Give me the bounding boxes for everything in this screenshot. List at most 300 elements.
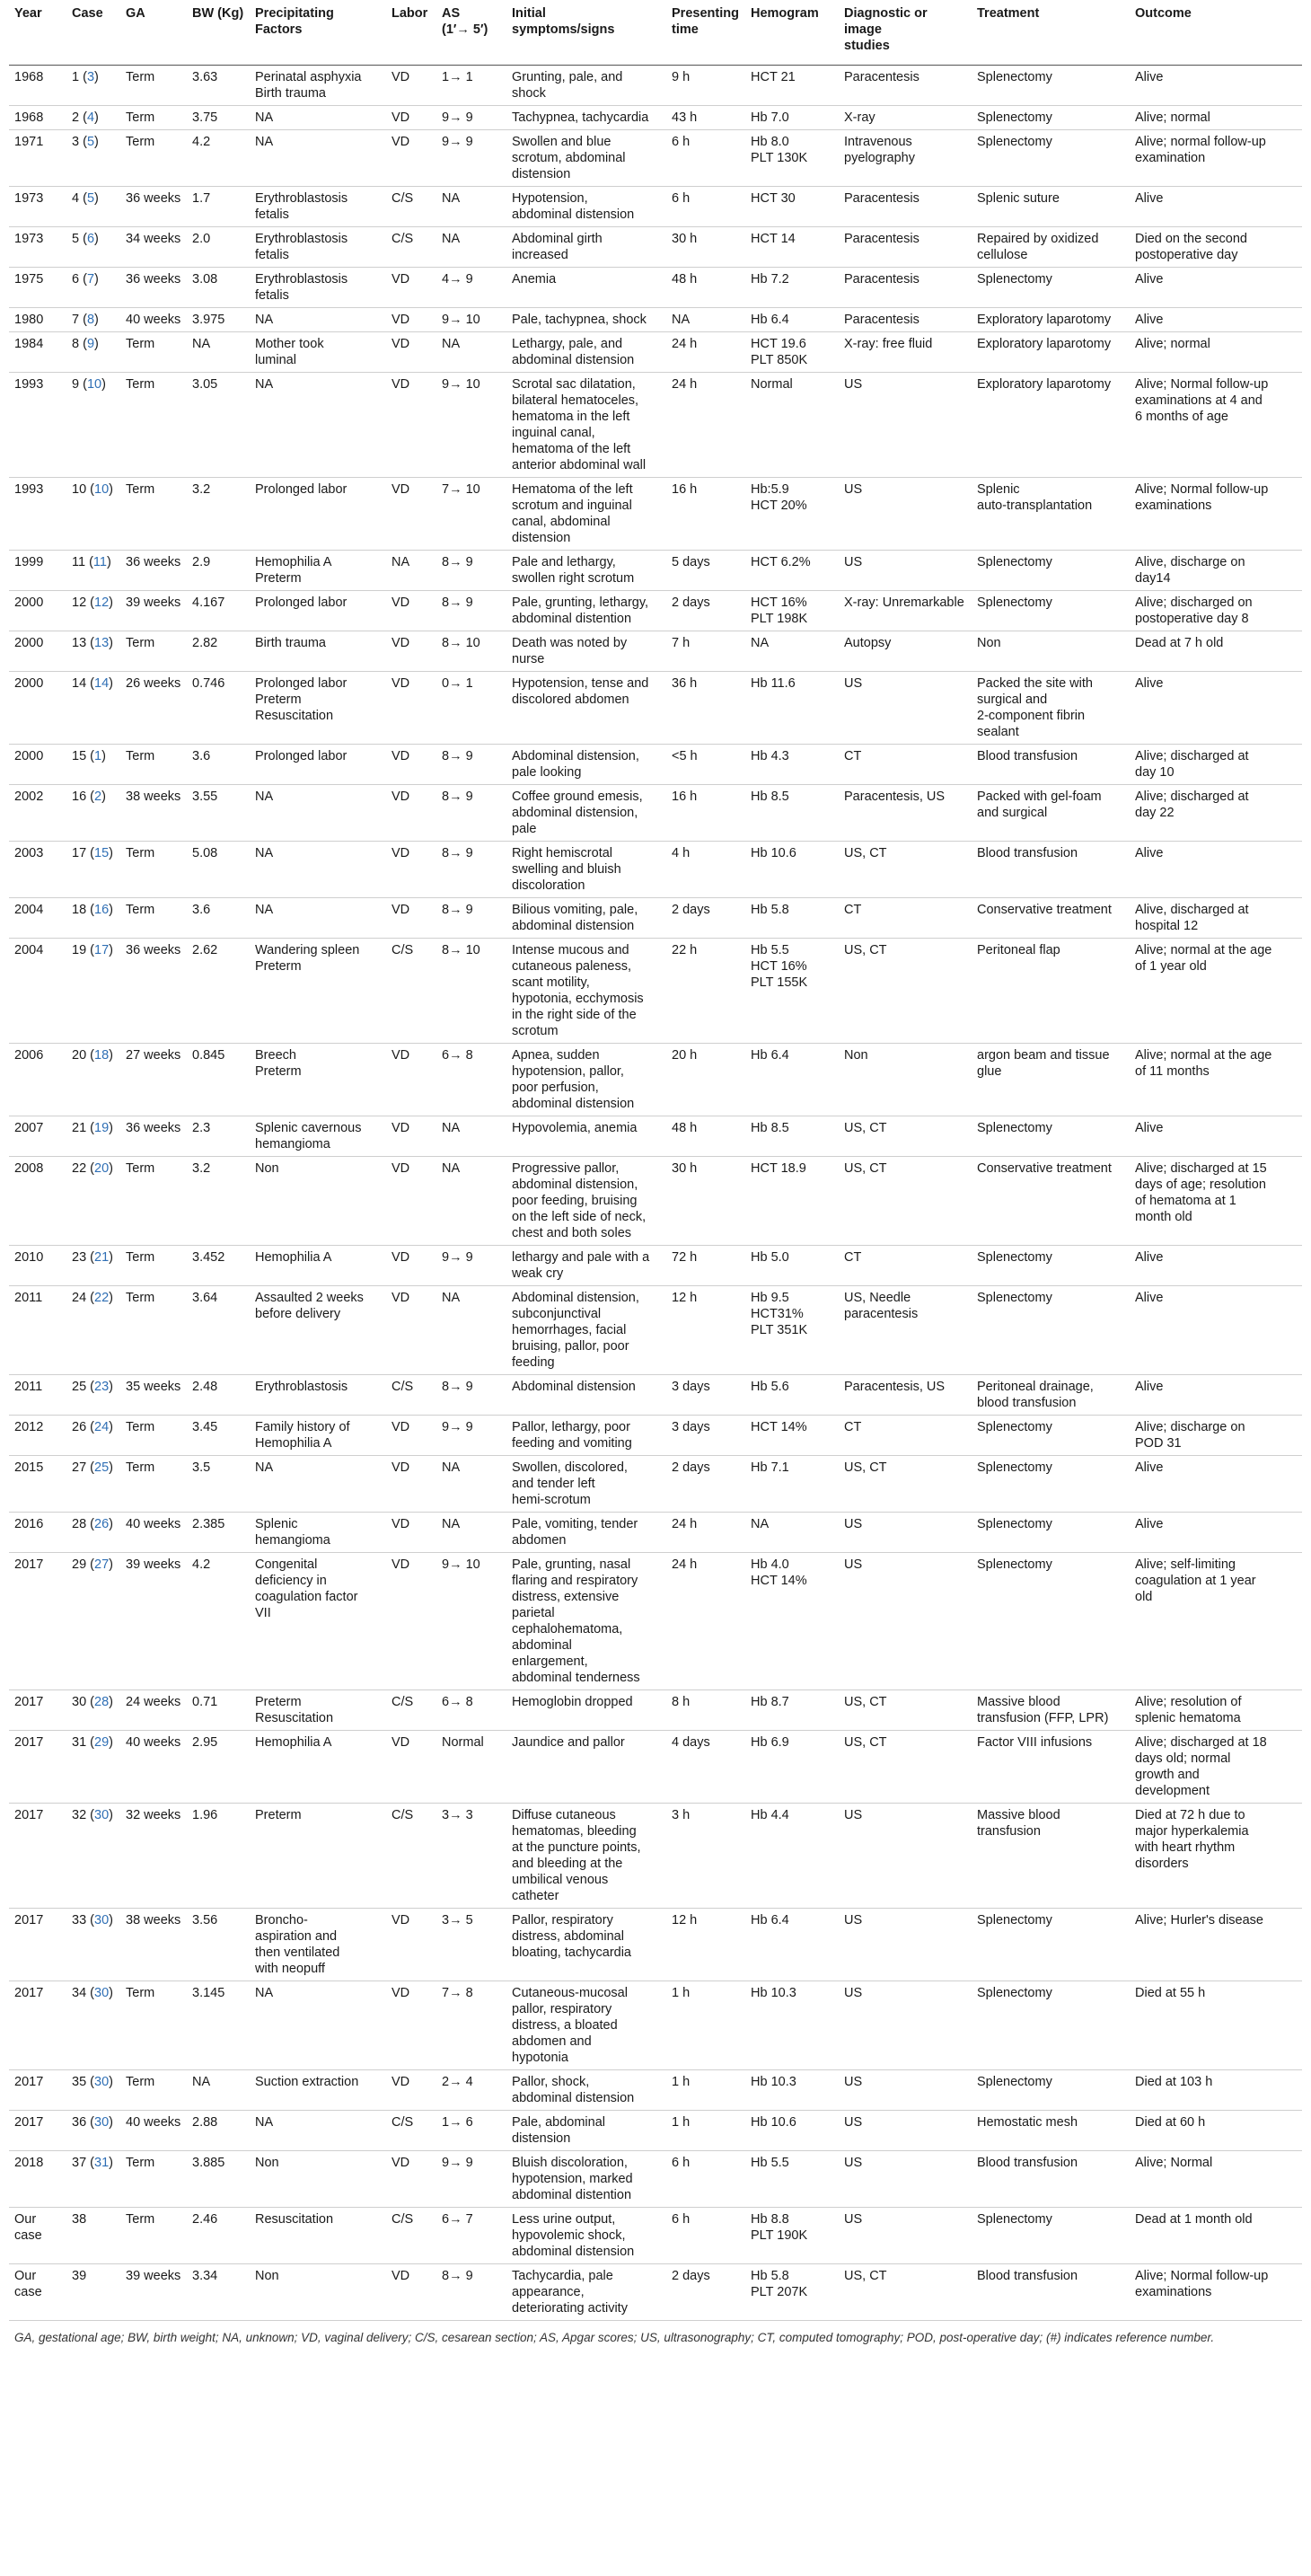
cell-symptoms: Cutaneous-mucosal pallor, respiratory distress, a bloated abdomen and hypotonia bbox=[506, 1981, 666, 2070]
cell-symptoms: Tachycardia, pale appearance, deteriorating activity bbox=[506, 2264, 666, 2321]
cell-symptoms: Death was noted by nurse bbox=[506, 631, 666, 672]
table-row bbox=[9, 308, 1302, 332]
cell-factors: NA bbox=[250, 1981, 386, 2070]
cell-presenting-time: 24 h bbox=[666, 1513, 745, 1553]
cell-bw: 5.08 bbox=[187, 842, 250, 898]
cell-studies: X-ray: Unremarkable bbox=[839, 591, 972, 631]
case-number: 29 bbox=[72, 1557, 87, 1572]
cell-ga: 40 weeks bbox=[120, 1513, 187, 1553]
case-number: 33 bbox=[72, 1913, 87, 1928]
cell-factors: Non bbox=[250, 1157, 386, 1246]
cell-bw: 3.64 bbox=[187, 1286, 250, 1375]
cell-studies: X-ray bbox=[839, 106, 972, 130]
table-row bbox=[9, 1246, 1302, 1286]
reference-link[interactable]: 9 bbox=[86, 337, 95, 351]
cell-ga: 38 weeks bbox=[120, 1909, 187, 1981]
cell-outcome: Alive bbox=[1130, 187, 1302, 227]
reference-link[interactable]: 13 bbox=[94, 636, 110, 650]
cell-hemogram: Hb 4.0 HCT 14% bbox=[745, 1553, 839, 1690]
cell-studies: US, CT bbox=[839, 1157, 972, 1246]
cell-case: 26 (24) bbox=[66, 1416, 120, 1456]
cell-treatment: Splenectomy bbox=[972, 2208, 1130, 2264]
reference-link[interactable]: 8 bbox=[86, 313, 95, 327]
cell-bw: 3.885 bbox=[187, 2151, 250, 2208]
cell-symptoms: Right hemiscrotal swelling and bluish discoloration bbox=[506, 842, 666, 898]
cell-factors: Prolonged labor Preterm Resuscitation bbox=[250, 672, 386, 745]
cell-presenting-time: 36 h bbox=[666, 672, 745, 745]
cell-studies: CT bbox=[839, 1416, 972, 1456]
cell-outcome: Alive; Normal follow-up examinations at 4 and 6 months of age bbox=[1130, 373, 1302, 478]
cell-case: 37 (31) bbox=[66, 2151, 120, 2208]
reference-link[interactable]: 30 bbox=[94, 1808, 110, 1822]
cell-ga: Term bbox=[120, 478, 187, 551]
cell-bw: 3.75 bbox=[187, 106, 250, 130]
cell-symptoms: Lethargy, pale, and abdominal distension bbox=[506, 332, 666, 373]
cell-symptoms: Diffuse cutaneous hematomas, bleeding at the puncture points, and bleeding at the umbilical venous catheter bbox=[506, 1804, 666, 1909]
table-row bbox=[9, 2264, 1302, 2321]
cell-year: 2017 bbox=[9, 1804, 66, 1909]
cell-presenting-time: 4 h bbox=[666, 842, 745, 898]
cell-case: 5 (6) bbox=[66, 227, 120, 268]
cell-year: 1973 bbox=[9, 227, 66, 268]
cell-hemogram: HCT 19.6 PLT 850K bbox=[745, 332, 839, 373]
cell-factors: Hemophilia A bbox=[250, 1246, 386, 1286]
cell-labor: VD bbox=[386, 1456, 436, 1513]
cell-labor: VD bbox=[386, 1286, 436, 1375]
cell-studies: Intravenous pyelography bbox=[839, 130, 972, 187]
cell-studies: US bbox=[839, 373, 972, 478]
cell-studies: CT bbox=[839, 898, 972, 939]
table-row bbox=[9, 130, 1302, 187]
cell-case: 24 (22) bbox=[66, 1286, 120, 1375]
cell-outcome: Died at 60 h bbox=[1130, 2111, 1302, 2151]
cell-year: 2000 bbox=[9, 591, 66, 631]
cell-presenting-time: 4 days bbox=[666, 1731, 745, 1804]
cell-case: 15 (1) bbox=[66, 745, 120, 785]
case-number: 23 bbox=[72, 1250, 87, 1265]
cell-labor: VD bbox=[386, 2264, 436, 2321]
cell-case: 12 (12) bbox=[66, 591, 120, 631]
cell-symptoms: Swollen, discolored, and tender left hemi-scrotum bbox=[506, 1456, 666, 1513]
cell-treatment: Splenectomy bbox=[972, 1553, 1130, 1690]
reference-link[interactable]: 6 bbox=[86, 232, 95, 246]
cell-presenting-time: 48 h bbox=[666, 268, 745, 308]
cell-outcome: Alive bbox=[1130, 1116, 1302, 1157]
cell-apgar: 3→ 5 bbox=[436, 1909, 506, 1981]
cell-labor: VD bbox=[386, 591, 436, 631]
cell-symptoms: Tachypnea, tachycardia bbox=[506, 106, 666, 130]
cell-presenting-time: 3 h bbox=[666, 1804, 745, 1909]
table-row bbox=[9, 66, 1302, 106]
cell-ga: Term bbox=[120, 1157, 187, 1246]
cell-factors: Broncho- aspiration and then ventilated with neopuff bbox=[250, 1909, 386, 1981]
reference-link[interactable]: 1 bbox=[94, 749, 102, 763]
cell-ga: 32 weeks bbox=[120, 1804, 187, 1909]
cell-studies: US bbox=[839, 1909, 972, 1981]
cell-labor: C/S bbox=[386, 227, 436, 268]
cell-hemogram: Hb 6.9 bbox=[745, 1731, 839, 1804]
table-row bbox=[9, 1286, 1302, 1375]
cell-outcome: Alive; normal follow-up examination bbox=[1130, 130, 1302, 187]
cell-outcome: Alive; Normal follow-up examinations bbox=[1130, 2264, 1302, 2321]
cell-treatment: Splenectomy bbox=[972, 551, 1130, 591]
reference-link[interactable]: 18 bbox=[94, 1048, 110, 1063]
cell-labor: C/S bbox=[386, 939, 436, 1044]
cell-treatment: Exploratory laparotomy bbox=[972, 308, 1130, 332]
table-row bbox=[9, 1044, 1302, 1116]
cell-bw: 4.2 bbox=[187, 1553, 250, 1690]
cell-apgar: 9→ 10 bbox=[436, 308, 506, 332]
cell-case: 36 (30) bbox=[66, 2111, 120, 2151]
case-number: 10 bbox=[72, 482, 87, 497]
table-row bbox=[9, 332, 1302, 373]
reference-link[interactable]: 23 bbox=[94, 1380, 110, 1394]
cell-studies: US, CT bbox=[839, 1731, 972, 1804]
case-number: 12 bbox=[72, 595, 87, 610]
cell-presenting-time: 24 h bbox=[666, 332, 745, 373]
reference-link[interactable]: 4 bbox=[86, 110, 95, 125]
cell-labor: VD bbox=[386, 842, 436, 898]
cell-hemogram: Hb 8.5 bbox=[745, 1116, 839, 1157]
cell-presenting-time: 5 days bbox=[666, 551, 745, 591]
cell-symptoms: Pale and lethargy, swollen right scrotum bbox=[506, 551, 666, 591]
cell-hemogram: HCT 14% bbox=[745, 1416, 839, 1456]
cell-ga: Term bbox=[120, 106, 187, 130]
cell-case: 19 (17) bbox=[66, 939, 120, 1044]
cell-year: 2017 bbox=[9, 1909, 66, 1981]
cell-symptoms: Hematoma of the left scrotum and inguinal canal, abdominal distension bbox=[506, 478, 666, 551]
cell-hemogram: Hb 5.5 bbox=[745, 2151, 839, 2208]
cell-factors: NA bbox=[250, 106, 386, 130]
cell-studies: US bbox=[839, 551, 972, 591]
cell-case: 23 (21) bbox=[66, 1246, 120, 1286]
case-number: 9 bbox=[72, 377, 80, 392]
reference-link[interactable]: 17 bbox=[94, 943, 110, 957]
header-bw: BW (Kg) bbox=[187, 0, 250, 66]
reference-link[interactable]: 30 bbox=[94, 1913, 110, 1928]
header-symptoms: Initial symptoms/signs bbox=[506, 0, 666, 66]
header-studies: Diagnostic or image studies bbox=[839, 0, 972, 66]
cell-hemogram: Hb 4.4 bbox=[745, 1804, 839, 1909]
cell-factors: NA bbox=[250, 130, 386, 187]
reference-link[interactable]: 5 bbox=[86, 135, 95, 149]
reference-link[interactable]: 28 bbox=[94, 1695, 110, 1709]
cell-hemogram: Hb 10.3 bbox=[745, 2070, 839, 2111]
reference-link[interactable]: 5 bbox=[86, 191, 95, 206]
cell-symptoms: Intense mucous and cutaneous paleness, scant motility, hypotonia, ecchymosis in the right side of the scrotum bbox=[506, 939, 666, 1044]
reference-link[interactable]: 7 bbox=[86, 272, 95, 287]
reference-link[interactable]: 12 bbox=[94, 595, 110, 610]
cell-symptoms: Anemia bbox=[506, 268, 666, 308]
cell-case: 1 (3) bbox=[66, 66, 120, 106]
cell-presenting-time: 12 h bbox=[666, 1286, 745, 1375]
cell-case: 18 (16) bbox=[66, 898, 120, 939]
cell-year: 1993 bbox=[9, 478, 66, 551]
reference-link[interactable]: 30 bbox=[94, 2115, 110, 2130]
cell-year: 2017 bbox=[9, 1690, 66, 1731]
cell-outcome: Died at 72 h due to major hyperkalemia with heart rhythm disorders bbox=[1130, 1804, 1302, 1909]
reference-link[interactable]: 29 bbox=[94, 1735, 110, 1750]
cell-symptoms: Less urine output, hypovolemic shock, abdominal distension bbox=[506, 2208, 666, 2264]
cell-treatment: Splenectomy bbox=[972, 268, 1130, 308]
cell-treatment: Splenectomy bbox=[972, 66, 1130, 106]
cell-labor: C/S bbox=[386, 1375, 436, 1416]
cell-case: 16 (2) bbox=[66, 785, 120, 842]
cell-year: 1993 bbox=[9, 373, 66, 478]
case-number: 24 bbox=[72, 1291, 87, 1305]
cell-outcome: Alive; Normal follow-up examinations bbox=[1130, 478, 1302, 551]
cell-apgar: NA bbox=[436, 1286, 506, 1375]
cell-studies: US bbox=[839, 2151, 972, 2208]
cell-treatment: Conservative treatment bbox=[972, 898, 1130, 939]
cell-apgar: 9→ 10 bbox=[436, 373, 506, 478]
cell-studies: US, Needle paracentesis bbox=[839, 1286, 972, 1375]
cell-hemogram: Hb 7.0 bbox=[745, 106, 839, 130]
reference-link[interactable]: 22 bbox=[94, 1291, 110, 1305]
cell-studies: Paracentesis, US bbox=[839, 785, 972, 842]
cell-apgar: 9→ 9 bbox=[436, 1246, 506, 1286]
reference-link[interactable]: 10 bbox=[94, 482, 110, 497]
case-number: 5 bbox=[72, 232, 80, 246]
cell-bw: 3.05 bbox=[187, 373, 250, 478]
cell-treatment: Splenectomy bbox=[972, 106, 1130, 130]
cell-year: 2017 bbox=[9, 1731, 66, 1804]
cell-case: 3 (5) bbox=[66, 130, 120, 187]
cell-apgar: NA bbox=[436, 332, 506, 373]
cell-ga: Term bbox=[120, 373, 187, 478]
cell-ga: Term bbox=[120, 2208, 187, 2264]
reference-link[interactable]: 19 bbox=[94, 1121, 110, 1135]
cell-outcome: Alive, discharge on day14 bbox=[1130, 551, 1302, 591]
cell-factors: Erythroblastosis fetalis bbox=[250, 187, 386, 227]
cell-labor: VD bbox=[386, 332, 436, 373]
cell-labor: VD bbox=[386, 672, 436, 745]
cell-apgar: NA bbox=[436, 227, 506, 268]
cell-treatment: Massive blood transfusion (FFP, LPR) bbox=[972, 1690, 1130, 1731]
cell-ga: Term bbox=[120, 1286, 187, 1375]
cell-outcome: Dead at 7 h old bbox=[1130, 631, 1302, 672]
table-body bbox=[9, 66, 1302, 2321]
cell-symptoms: Hypotension, abdominal distension bbox=[506, 187, 666, 227]
reference-link[interactable]: 26 bbox=[94, 1517, 110, 1531]
cell-case: 30 (28) bbox=[66, 1690, 120, 1731]
cell-presenting-time: 6 h bbox=[666, 130, 745, 187]
reference-link[interactable]: 11 bbox=[92, 555, 107, 569]
cell-case bbox=[66, 2264, 120, 2321]
cell-bw: 0.746 bbox=[187, 672, 250, 745]
cell-symptoms: Bilious vomiting, pale, abdominal distension bbox=[506, 898, 666, 939]
case-number: 35 bbox=[72, 2075, 87, 2089]
cell-bw: 2.3 bbox=[187, 1116, 250, 1157]
cell-labor: VD bbox=[386, 785, 436, 842]
cell-symptoms: Hypotension, tense and discolored abdomen bbox=[506, 672, 666, 745]
cell-hemogram: Hb 8.0 PLT 130K bbox=[745, 130, 839, 187]
reference-link[interactable]: 27 bbox=[94, 1557, 110, 1572]
cell-factors: Splenic hemangioma bbox=[250, 1513, 386, 1553]
cell-bw: 2.48 bbox=[187, 1375, 250, 1416]
cell-treatment: Blood transfusion bbox=[972, 842, 1130, 898]
cell-factors: NA bbox=[250, 2111, 386, 2151]
cell-factors: Preterm Resuscitation bbox=[250, 1690, 386, 1731]
cell-case: 25 (23) bbox=[66, 1375, 120, 1416]
cell-apgar: 8→ 9 bbox=[436, 1375, 506, 1416]
cell-ga: 36 weeks bbox=[120, 551, 187, 591]
cell-hemogram: Hb 5.8 bbox=[745, 898, 839, 939]
cell-bw: 2.82 bbox=[187, 631, 250, 672]
cell-year: 2015 bbox=[9, 1456, 66, 1513]
cell-case: 29 (27) bbox=[66, 1553, 120, 1690]
cell-factors: Erythroblastosis fetalis bbox=[250, 268, 386, 308]
reference-link[interactable]: 21 bbox=[94, 1250, 110, 1265]
cell-outcome: Alive; discharged at 18 days old; normal growth and development bbox=[1130, 1731, 1302, 1804]
cell-treatment: Peritoneal flap bbox=[972, 939, 1130, 1044]
cell-outcome: Alive bbox=[1130, 1513, 1302, 1553]
reference-link[interactable]: 31 bbox=[94, 2156, 110, 2170]
cell-ga: 27 weeks bbox=[120, 1044, 187, 1116]
cell-outcome: Alive; normal at the age of 11 months bbox=[1130, 1044, 1302, 1116]
cell-apgar: 8→ 9 bbox=[436, 898, 506, 939]
cell-ga: Term bbox=[120, 2151, 187, 2208]
cell-treatment: Repaired by oxidized cellulose bbox=[972, 227, 1130, 268]
cell-ga: 34 weeks bbox=[120, 227, 187, 268]
cell-presenting-time: 72 h bbox=[666, 1246, 745, 1286]
cell-treatment: Splenic auto-transplantation bbox=[972, 478, 1130, 551]
cell-hemogram: Hb 8.7 bbox=[745, 1690, 839, 1731]
cell-studies: US bbox=[839, 1981, 972, 2070]
cell-treatment: Massive blood transfusion bbox=[972, 1804, 1130, 1909]
cell-year: 2004 bbox=[9, 898, 66, 939]
reference-link[interactable]: 30 bbox=[94, 2075, 110, 2089]
cell-year: 1968 bbox=[9, 66, 66, 106]
table-row bbox=[9, 672, 1302, 745]
cell-labor: VD bbox=[386, 1909, 436, 1981]
cell-ga: Term bbox=[120, 842, 187, 898]
cell-presenting-time: 2 days bbox=[666, 591, 745, 631]
reference-link[interactable]: 30 bbox=[94, 1986, 110, 2000]
table-header-row bbox=[9, 0, 1302, 66]
cell-hemogram: Hb 10.6 bbox=[745, 842, 839, 898]
case-number: 28 bbox=[72, 1517, 87, 1531]
cell-case: 2 (4) bbox=[66, 106, 120, 130]
cell-apgar: 6→ 7 bbox=[436, 2208, 506, 2264]
cell-bw: 1.96 bbox=[187, 1804, 250, 1909]
cell-ga: 40 weeks bbox=[120, 2111, 187, 2151]
cell-symptoms: lethargy and pale with a weak cry bbox=[506, 1246, 666, 1286]
cell-factors: Congenital deficiency in coagulation factor VII bbox=[250, 1553, 386, 1690]
case-number: 13 bbox=[72, 636, 87, 650]
cell-apgar: NA bbox=[436, 187, 506, 227]
cell-outcome: Alive bbox=[1130, 1286, 1302, 1375]
reference-link[interactable]: 15 bbox=[94, 846, 110, 860]
cell-case: 21 (19) bbox=[66, 1116, 120, 1157]
cell-apgar: 0→ 1 bbox=[436, 672, 506, 745]
table-row bbox=[9, 1804, 1302, 1909]
cell-bw: NA bbox=[187, 332, 250, 373]
cell-year: 2012 bbox=[9, 1416, 66, 1456]
cell-studies: Paracentesis bbox=[839, 227, 972, 268]
cell-apgar: 9→ 9 bbox=[436, 1416, 506, 1456]
cell-outcome: Alive bbox=[1130, 672, 1302, 745]
cell-case: 8 (9) bbox=[66, 332, 120, 373]
cell-factors: Prolonged labor bbox=[250, 478, 386, 551]
table-footnote: GA, gestational age; BW, birth weight; NA, unknown; VD, vaginal delivery; C/S, cesarean section; AS, Apgar scores; US, ultrasonography; CT, computed tomography; POD, post-operative day; (#) indicates reference number. bbox=[14, 2331, 1215, 2344]
table-row bbox=[9, 1116, 1302, 1157]
cell-ga: 24 weeks bbox=[120, 1690, 187, 1731]
cell-presenting-time: 1 h bbox=[666, 2111, 745, 2151]
cell-hemogram: Hb:5.9 HCT 20% bbox=[745, 478, 839, 551]
reference-link[interactable]: 24 bbox=[94, 1420, 110, 1434]
cell-hemogram: Hb 6.4 bbox=[745, 1909, 839, 1981]
cell-case: 6 (7) bbox=[66, 268, 120, 308]
cell-labor: VD bbox=[386, 478, 436, 551]
cell-apgar: 7→ 10 bbox=[436, 478, 506, 551]
cell-factors: Erythroblastosis fetalis bbox=[250, 227, 386, 268]
cell-factors: Splenic cavernous hemangioma bbox=[250, 1116, 386, 1157]
cell-studies: Paracentesis bbox=[839, 66, 972, 106]
reference-link[interactable]: 20 bbox=[94, 1161, 110, 1176]
header-year: Year bbox=[9, 0, 66, 66]
cell-factors: Hemophilia A bbox=[250, 1731, 386, 1804]
cell-factors: Perinatal asphyxia Birth trauma bbox=[250, 66, 386, 106]
reference-link[interactable]: 16 bbox=[94, 903, 110, 917]
reference-link[interactable]: 3 bbox=[86, 70, 95, 84]
cell-studies: X-ray: free fluid bbox=[839, 332, 972, 373]
cell-ga: 35 weeks bbox=[120, 1375, 187, 1416]
cell-presenting-time: <5 h bbox=[666, 745, 745, 785]
cell-presenting-time: 2 days bbox=[666, 2264, 745, 2321]
cell-hemogram: Normal bbox=[745, 373, 839, 478]
cell-hemogram: Hb 11.6 bbox=[745, 672, 839, 745]
reference-link[interactable]: 10 bbox=[86, 377, 102, 392]
cell-studies: US, CT bbox=[839, 1690, 972, 1731]
cell-treatment: Splenectomy bbox=[972, 1246, 1130, 1286]
cell-presenting-time: 48 h bbox=[666, 1116, 745, 1157]
reference-link[interactable]: 2 bbox=[94, 790, 102, 804]
cell-presenting-time: 9 h bbox=[666, 66, 745, 106]
cell-ga: Term bbox=[120, 2070, 187, 2111]
header-case: Case bbox=[66, 0, 120, 66]
table-row bbox=[9, 1513, 1302, 1553]
cell-outcome: Alive; Normal bbox=[1130, 2151, 1302, 2208]
table-row bbox=[9, 1981, 1302, 2070]
table-row bbox=[9, 785, 1302, 842]
cell-symptoms: Coffee ground emesis, abdominal distension, pale bbox=[506, 785, 666, 842]
cell-apgar: 1→ 6 bbox=[436, 2111, 506, 2151]
cell-apgar: 8→ 9 bbox=[436, 842, 506, 898]
cell-bw: 2.9 bbox=[187, 551, 250, 591]
cell-factors: NA bbox=[250, 373, 386, 478]
reference-link[interactable]: 14 bbox=[94, 676, 110, 691]
cell-factors: Non bbox=[250, 2264, 386, 2321]
cell-ga: Term bbox=[120, 1981, 187, 2070]
cell-hemogram: Hb 5.0 bbox=[745, 1246, 839, 1286]
cell-studies: CT bbox=[839, 745, 972, 785]
cell-treatment: Splenectomy bbox=[972, 1513, 1130, 1553]
case-number: 15 bbox=[72, 749, 87, 763]
cell-symptoms: Pallor, lethargy, poor feeding and vomiting bbox=[506, 1416, 666, 1456]
cell-hemogram: Hb 9.5 HCT31% PLT 351K bbox=[745, 1286, 839, 1375]
cell-labor: VD bbox=[386, 106, 436, 130]
reference-link[interactable]: 25 bbox=[94, 1460, 110, 1475]
cell-apgar: 8→ 9 bbox=[436, 591, 506, 631]
cell-treatment: Splenectomy bbox=[972, 1116, 1130, 1157]
cell-apgar: 4→ 9 bbox=[436, 268, 506, 308]
cell-year: Our case bbox=[9, 2208, 66, 2264]
case-number: 37 bbox=[72, 2156, 87, 2170]
cell-symptoms: Pale, abdominal distension bbox=[506, 2111, 666, 2151]
cell-case: 14 (14) bbox=[66, 672, 120, 745]
cell-ga: Term bbox=[120, 130, 187, 187]
